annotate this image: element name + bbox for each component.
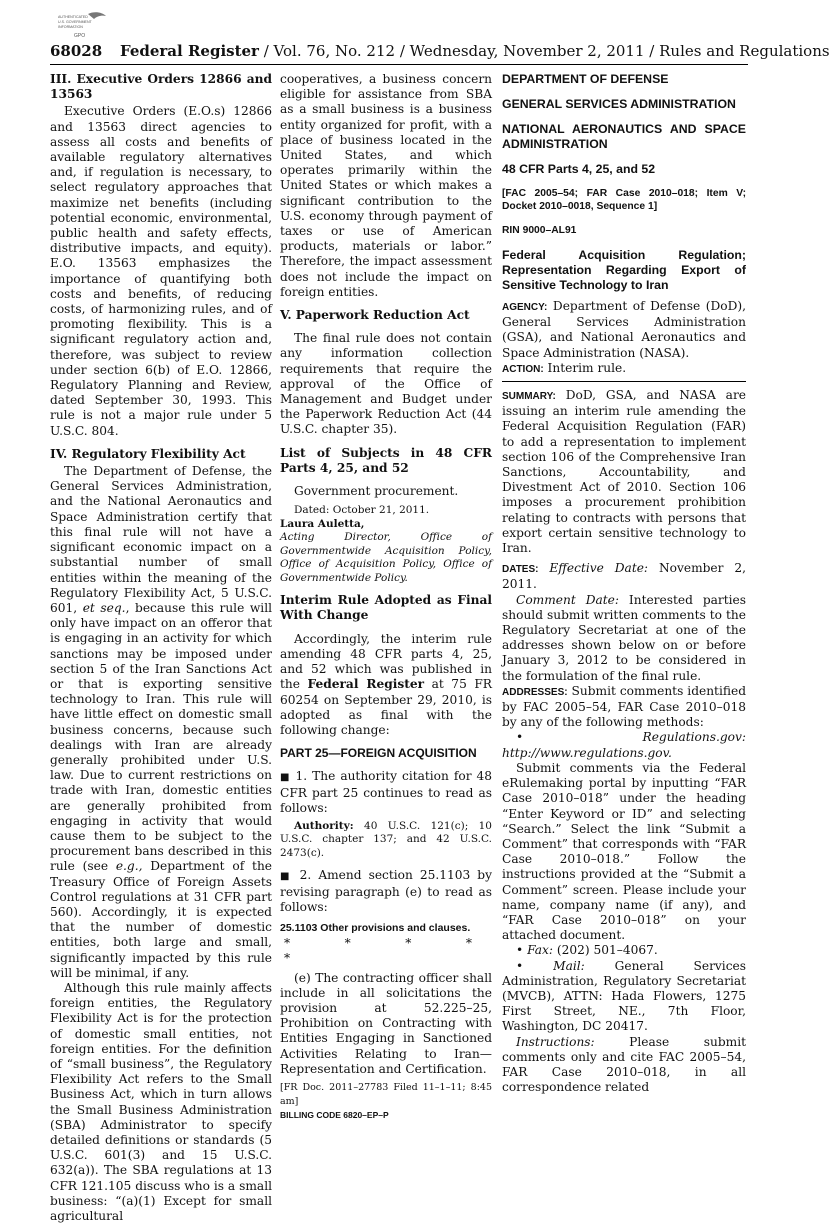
section-heading-paperwork: V. Paperwork Reduction Act (280, 308, 470, 323)
signer-title: Acting Director, Office of Governmentwide Acquisition Policy, Office of Acquisition Policy, Office of Governmentwide Policy. (280, 531, 492, 584)
divider (502, 381, 746, 382)
section-heading-reg-flex: IV. Regulatory Flexibility Act (50, 446, 246, 461)
paragraph: Executive Orders (E.O.s) 12866 and 13563 direct agencies to assess all costs and benefits of available regulatory alternatives and, if regulation is necessary, to select regulatory approaches that maximize net benefits (including potential economic, environmental, public health and safety effects, distributive impacts, and equity). E.O. 13563 emphasizes the importance of quantifying both costs and benefits, of reducing costs, of harmonizing rules, and of promoting flexibility. This is a significant regulatory action and, therefore, was subject to review under section 6(b) of E.O. 12866, Regulatory Planning and Review, dated September 30, 1993. This rule is not a major rule under 5 U.S.C. 804. (50, 104, 272, 438)
part-heading: PART 25—FOREIGN ACQUISITION (280, 746, 477, 761)
subjects-heading: List of Subjects in 48 CFR Parts 4, 25, and 52 (280, 445, 492, 475)
fr-doc-line: [FR Doc. 2011–27783 Filed 11–1–11; 8:45 am] (280, 1082, 492, 1107)
cfr-parts: 48 CFR Parts 4, 25, and 52 (502, 162, 656, 176)
agency-heading: GENERAL SERVICES ADMINISTRATION (502, 97, 736, 111)
paragraph: Accordingly, the interim rule amending 48 CFR parts 4, 25, and 52 which was published in the Federal Register at 75 FR 60254 on September 29, 2010, is adopted as final with the following change: (280, 631, 492, 737)
billing-code: BILLING CODE 6820–EP–P (280, 1110, 389, 1121)
interim-rule-heading: Interim Rule Adopted as Final With Change (280, 593, 492, 623)
section-heading-exec-orders: III. Executive Orders 12866 and 13563 (50, 72, 272, 102)
comment-date: Comment Date: Interested parties should submit written comments to the Regulatory Secretariat at one of the addresses shown below on or before January 3, 2012 to be considered in the formulation of the final rule. (502, 592, 746, 683)
ellipsis-stars: * * * * * (284, 936, 492, 966)
instructions: Instructions: Please submit comments only and cite FAC 2005–54, FAR Case 2010–018, in all correspondence related (502, 1034, 746, 1095)
svg-text:GPO: GPO (74, 33, 86, 39)
gpo-authenticated-logo (58, 10, 110, 42)
publication-name: Federal Register (120, 42, 259, 60)
rule-title: Federal Acquisition Regulation; Representation Regarding Export of Sensitive Technology to Iran (502, 248, 746, 292)
issue-info: / Vol. 76, No. 212 / Wednesday, November 2, 2011 / Rules and Regulations (258, 42, 830, 60)
regulations-gov-link[interactable]: • Regulations.gov: http://www.regulations.gov. (502, 730, 746, 760)
action-line: ACTION: Interim rule. (502, 360, 627, 375)
paragraph: Submit comments via the Federal eRulemaking portal by inputting “FAR Case 2010–018” under the heading “Enter Keyword or ID” and selecting “Search.” Select the link “Submit a Comment” that corresponds with “FAR Case 2010–018.” Follow the instructions provided at the “Submit a Comment” screen. Please include your name, company name (if any), and “FAR Case 2010–018” on your attached document. (502, 760, 746, 943)
summary: SUMMARY: DoD, GSA, and NASA are issuing an interim rule amending the Federal Acquisition Regulation (FAR) to add a representation to implement section 106 of the Comprehensive Iran Sanctions, Accountability, and Divestment Act of 2010. Section 106 imposes a procurement prohibition relating to contracts with persons that export certain sensitive technology to Iran. (502, 388, 746, 556)
paragraph: Although this rule mainly affects foreign entities, the Regulatory Flexibility Act is for the protection of domestic small entities, not foreign entities. For the definition of “small business”, the Regulatory Flexibility Act refers to the Small Business Act, which in turn allows the Small Business Administration (SBA) Administrator to specify detailed definitions or standards (5 U.S.C. 601(3) and 15 U.S.C. 632(a)). The SBA regulations at 13 CFR 121.105 discuss who is a small business: “(a)(1) Except for small agricultural (50, 980, 272, 1224)
signer-name: Laura Auletta, (280, 517, 365, 530)
agency-heading: NATIONAL AERONAUTICS AND SPACE ADMINISTRATION (502, 122, 746, 151)
addresses: ADDRESSES: Submit comments identified by FAC 2005–54, FAR Case 2010–018 by any of the following methods: (502, 683, 746, 730)
paragraph: The Department of Defense, the General Services Administration, and the National Aeronautics and Space Administration certify that this final rule will not have a significant economic impact on a substantial number of small entities within the meaning of the Regulatory Flexibility Act, 5 U.S.C. 601, et seq., because this rule will only have impact on an offeror that is engaging in an activity for which sanctions may be imposed under section 5 of the Iran Sanctions Act or that is exporting sensitive technology to Iran. This rule will have little effect on domestic small business concerns, because such dealings with Iran are already generally prohibited under U.S. law. Due to current restrictions on trade with Iran, domestic entities are generally prohibited from engaging in activity that would cause them to be subject to the procurement bans described in this rule (see e.g., Department of the Treasury Office of Foreign Assets Control regulations at 31 CFR part 560). Accordingly, it is expected that the number of domestic entities, both large and small, significantly impacted by this rule will be minimal, if any. (50, 464, 272, 980)
section-number-heading: 25.1103 Other provisions and clauses. (280, 922, 471, 935)
svg-text:U.S. GOVERNMENT: U.S. GOVERNMENT (58, 20, 92, 24)
column-2 (280, 72, 492, 1123)
fax-line: • Fax: (202) 501–4067. (516, 943, 658, 958)
running-header (50, 40, 830, 65)
agency-line: AGENCY: Department of Defense (DoD), General Services Administration (GSA), and National Aeronautics and Space Administration (NASA). (502, 299, 746, 360)
subjects-text: Government procurement. (294, 484, 459, 499)
amendment-item-2: ■ 2. Amend section 25.1103 by revising paragraph (e) to read as follows: (280, 868, 492, 914)
running-head (120, 42, 830, 60)
amendment-item-1: ■ 1. The authority citation for 48 CFR part 25 continues to read as follows: (280, 769, 493, 815)
paragraph: cooperatives, a business concern eligible for assistance from SBA as a small business is a business entity organized for profit, with a place of business located in the United States, and which operates primarily within the United States or which makes a significant contribution to the U.S. economy through payment of taxes or use of American products, materials or labor.” Therefore, the impact assessment does not include the impact on foreign entities. (280, 72, 492, 299)
column-1 (50, 72, 272, 1224)
svg-text:INFORMATION: INFORMATION (58, 25, 83, 29)
column-3 (502, 72, 746, 1095)
paragraph: (e) The contracting officer shall include in all solicitations the provision at 52.225–25, Prohibition on Contracting with Entities Engaging in Sanctioned Activities Relating to Iran—Representation and Certification. (280, 970, 492, 1076)
docket-number: [FAC 2005–54; FAR Case 2010–018; Item V; Docket 2010–0018, Sequence 1] (502, 188, 746, 212)
page-number: 68028 (50, 42, 103, 60)
paragraph: The final rule does not contain any information collection requirements that require the approval of the Office of Management and Budget under the Paperwork Reduction Act (44 U.S.C. chapter 35). (280, 331, 492, 437)
authority-citation: Authority: 40 U.S.C. 121(c); 10 U.S.C. chapter 137; and 42 U.S.C. 2473(c). (280, 819, 492, 859)
mail-line: • Mail: General Services Administration, Regulatory Secretariat (MVCB), ATTN: Hada Flowers, 1275 First Street, NE., 7th Floor, Washington, DC 20417. (502, 958, 746, 1034)
rin-number: RIN 9000–AL91 (502, 225, 577, 236)
dated-line: Dated: October 21, 2011. (294, 504, 430, 517)
agency-heading: DEPARTMENT OF DEFENSE (502, 72, 669, 86)
svg-text:AUTHENTICATED: AUTHENTICATED (58, 15, 88, 19)
dates: DATES: Effective Date: November 2, 2011. (502, 561, 747, 592)
